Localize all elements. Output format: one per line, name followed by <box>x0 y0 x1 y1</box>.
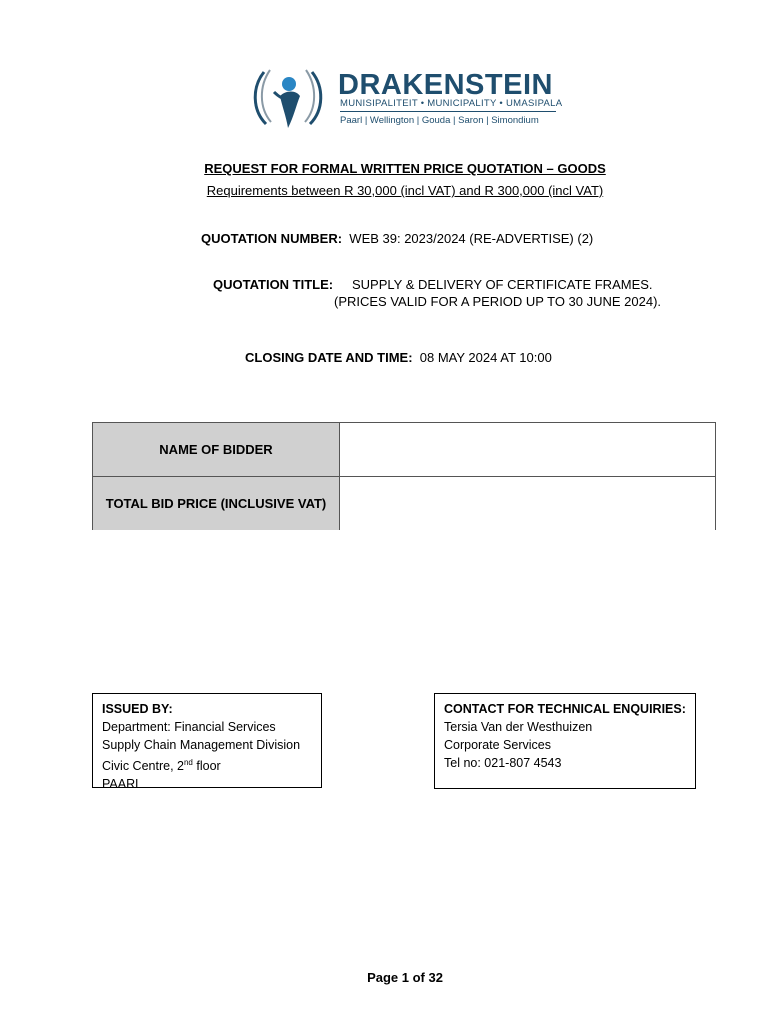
bidder-name-field[interactable] <box>340 423 715 476</box>
bidder-name-label: NAME OF BIDDER <box>93 423 340 476</box>
logo-subtitle: MUNISIPALITEIT • MUNICIPALITY • UMASIPALA <box>340 98 563 109</box>
closing-date-value: 08 MAY 2024 AT 10:00 <box>419 350 552 365</box>
issued-by-box <box>92 693 322 792</box>
issued-by-heading: ISSUED BY: <box>102 702 173 716</box>
closing-date <box>245 350 552 365</box>
quotation-number-label: QUOTATION NUMBER: <box>201 231 343 246</box>
issued-by-location <box>102 754 312 775</box>
bid-price-field[interactable] <box>340 477 715 530</box>
quotation-title-validity: (PRICES VALID FOR A PERIOD UP TO 30 JUNE 2024). <box>334 294 662 309</box>
logo-name: DRAKENSTEIN <box>338 69 553 101</box>
bid-price-row <box>93 477 715 530</box>
logo-divider <box>340 111 556 112</box>
technical-contact-box <box>434 693 696 789</box>
location-prefix: Civic Centre, 2 <box>102 759 184 774</box>
closing-date-label: CLOSING DATE AND TIME: <box>245 350 413 365</box>
quotation-title-value: SUPPLY & DELIVERY OF CERTIFICATE FRAMES. <box>352 277 653 292</box>
location-superscript: nd <box>183 758 193 767</box>
contact-heading: CONTACT FOR TECHNICAL ENQUIRIES: <box>444 702 686 716</box>
document-title: REQUEST FOR FORMAL WRITTEN PRICE QUOTATION – GOODS <box>204 161 606 176</box>
quotation-number <box>201 231 593 246</box>
contact-phone: Tel no: 021-807 4543 <box>444 756 562 770</box>
quotation-number-value: WEB 39: 2023/2024 (RE-ADVERTISE) (2) <box>349 231 594 246</box>
logo-towns: Paarl | Wellington | Gouda | Saron | Simondium <box>340 115 539 126</box>
bid-price-label: TOTAL BID PRICE (INCLUSIVE VAT) <box>93 477 340 530</box>
location-suffix: floor <box>192 759 221 774</box>
contact-department: Corporate Services <box>444 738 551 752</box>
page-number: Page 1 of 32 <box>367 970 443 985</box>
quotation-title-label: QUOTATION TITLE: <box>213 277 334 292</box>
municipality-logo-icon <box>250 62 328 132</box>
requirements-line: Requirements between R 30,000 (incl VAT) and R 300,000 (incl VAT) <box>206 183 604 198</box>
issued-by-division: Supply Chain Management Division <box>102 738 301 752</box>
contact-name: Tersia Van der Westhuizen <box>444 720 593 734</box>
issued-by-city: PAARL <box>102 777 143 792</box>
issued-by-department: Department: Financial Services <box>102 720 276 734</box>
bidder-table <box>92 422 716 530</box>
bidder-name-row <box>93 423 715 477</box>
